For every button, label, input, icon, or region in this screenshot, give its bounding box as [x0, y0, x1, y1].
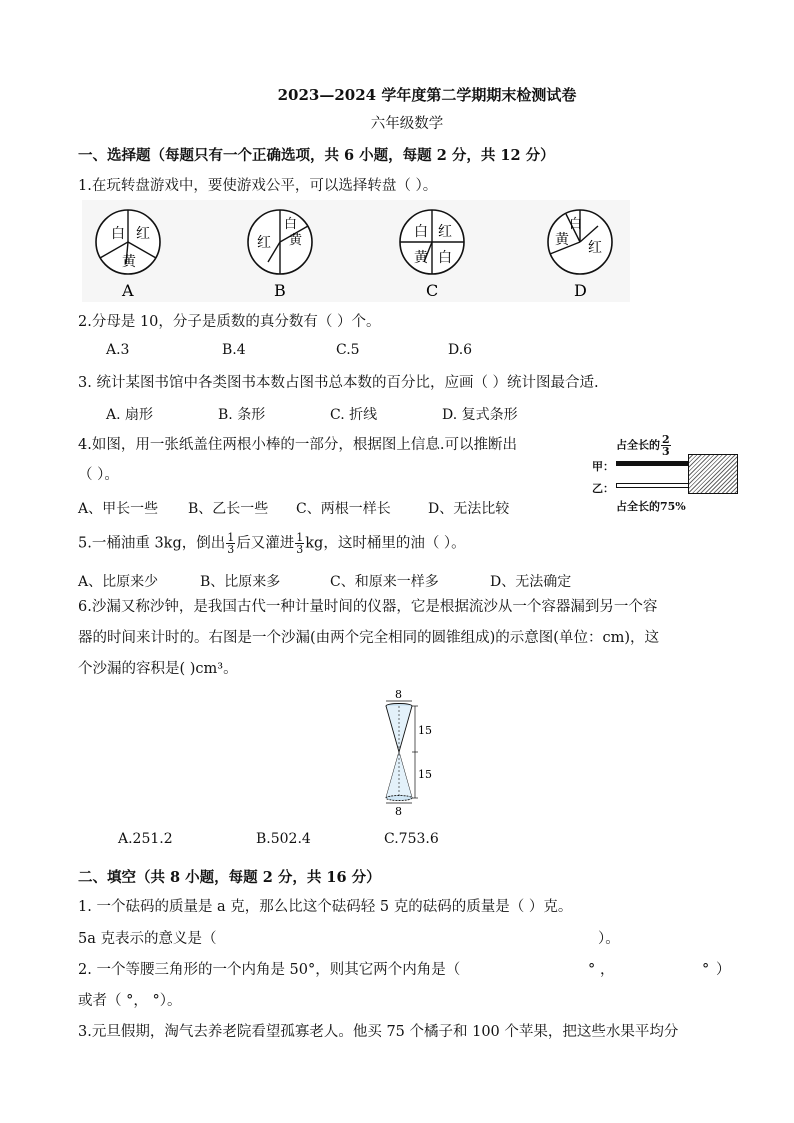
section2-heading: 二、填空（共 8 小题，每题 2 分，共 16 分）: [78, 869, 381, 886]
spinners-figure: [82, 200, 630, 302]
s2-q2-line1: 2. 一个等腰三角形的一个内角是 50°，则其它两个内角是（: [78, 962, 461, 978]
q4-text-line1: 4.如图，用一张纸盖住两根小棒的一部分，根据图上信息.可以推断出: [78, 437, 517, 453]
spinner-c-sector-1: 白: [414, 224, 428, 240]
q5-option-c: C、和原来一样多: [330, 574, 439, 590]
spinner-a-sector-1: 白: [111, 226, 125, 242]
q4-option-a: A、甲长一些: [78, 501, 159, 517]
q6-text-line3: 个沙漏的容积是( )cm³。: [78, 661, 238, 677]
q4-option-c: C、两根一样长: [296, 501, 391, 517]
s2-q2-close: ）: [716, 962, 731, 978]
spinner-b-sector-2: 黄: [289, 233, 303, 248]
q3-option-a: A. 扇形: [106, 407, 154, 423]
q4-text-line2: （ ）。: [78, 467, 119, 483]
paper-cover: [688, 454, 738, 494]
q2-option-c: C.5: [336, 342, 360, 358]
q5-option-b: B、比原来多: [200, 574, 281, 590]
stick-top-den: 3: [662, 445, 670, 458]
spinner-d-sector-2: 黄: [555, 232, 569, 248]
hourglass-figure: [370, 686, 440, 820]
s2-q3-line1: 3.元旦假期，淘气去养老院看望孤寡老人。他买 75 个橘子和 100 个苹果，把这些水果平均分: [78, 1024, 679, 1040]
q5-part3: kg，这时桶里的油（ ）。: [305, 535, 466, 552]
spinner-c-sector-3: 黄: [414, 250, 428, 266]
s2-q1-line2-start: 5a 克表示的意义是（: [78, 931, 217, 947]
q3-option-d: D. 复式条形: [442, 407, 518, 423]
section1-heading: 一、选择题（每题只有一个正确选项，共 6 小题，每题 2 分，共 12 分）: [78, 147, 555, 164]
q3-option-b: B. 条形: [218, 407, 266, 423]
hourglass-height-bottom: 15: [418, 768, 432, 781]
q4-option-b: B、乙长一些: [188, 501, 269, 517]
q3-text: 3. 统计某图书馆中各类图书本数占图书总本数的百分比，应画（ ）统计图最合适.: [78, 375, 599, 391]
spinner-d-sector-1: 白: [569, 217, 583, 232]
stick-yi-label: 乙：: [592, 482, 614, 495]
hourglass-top-diameter: 8: [395, 688, 402, 701]
q2-option-b: B.4: [222, 342, 246, 358]
q1-text: 1.在玩转盘游戏中，要使游戏公平，可以选择转盘（ ）。: [78, 178, 438, 194]
spinner-c-label: C: [426, 281, 439, 300]
spinner-c-sector-4: 白: [438, 250, 452, 266]
q2-option-d: D.6: [448, 342, 473, 358]
s2-q1-line2-end: ）。: [598, 931, 620, 947]
q5-frac1-num: 1: [227, 531, 235, 544]
q6-option-b: B.502.4: [256, 831, 311, 847]
q6-text-line2: 器的时间来计时的。右图是一个沙漏(由两个完全相同的圆锥组成)的示意图(单位：cm)，这: [78, 630, 659, 646]
s2-q2-deg1: °: [588, 962, 596, 978]
q3-option-c: C. 折线: [330, 407, 378, 423]
s2-q2-line2: 或者（ °， °）。: [78, 993, 182, 1009]
hourglass-height-top: 15: [418, 724, 432, 737]
stick-yi: [616, 483, 692, 488]
q6-option-a: A.251.2: [118, 831, 173, 847]
spinner-d-sector-3: 红: [588, 240, 602, 256]
spinner-c-sector-2: 红: [438, 224, 452, 240]
spinner-a-sector-2: 红: [136, 226, 150, 242]
q6-text-line1: 6.沙漏又称沙钟，是我国古代一种计量时间的仪器，它是根据流沙从一个容器漏到另一个容: [78, 599, 658, 615]
stick-jia: [616, 461, 692, 466]
q5-option-a: A、比原来少: [78, 574, 159, 590]
stick-top-num: 2: [662, 433, 670, 446]
s2-q1-line1: 1. 一个砝码的质量是 a 克，那么比这个砝码轻 5 克的砝码的质量是（ ）克。: [78, 899, 573, 915]
q4-option-d: D、无法比较: [428, 501, 510, 517]
q5-frac2-den: 3: [296, 543, 304, 556]
q5-part2: 后又灌进: [236, 535, 295, 552]
exam-subtitle: 六年级数学: [370, 116, 444, 132]
s2-q2-comma: ，: [600, 962, 615, 978]
q5-part1: 5.一桶油重 3kg，倒出: [78, 535, 226, 552]
spinner-d-label: D: [574, 281, 587, 300]
spinner-b-label: B: [274, 281, 286, 300]
stick-top-label: 占全长的: [616, 438, 660, 452]
sticks-figure: [588, 434, 748, 514]
stick-bottom-label: 占全长的75%: [616, 500, 686, 513]
q2-option-a: A.3: [106, 342, 130, 358]
q6-option-c: C.753.6: [384, 831, 439, 847]
spinner-a-sector-3: 黄: [122, 254, 136, 270]
hourglass-bottom-diameter: 8: [395, 805, 402, 818]
spinner-b-sector-3: 红: [257, 235, 271, 251]
spinner-b-sector-1: 白: [284, 217, 298, 232]
q2-text: 2.分母是 10，分子是质数的真分数有（ ）个。: [78, 314, 381, 330]
q5-frac1-den: 3: [227, 543, 235, 556]
exam-title: 2023—2024 学年度第二学期期末检测试卷: [277, 86, 577, 104]
s2-q2-deg2: °: [702, 962, 710, 978]
q5-option-d: D、无法确定: [490, 574, 572, 590]
spinner-a-label: A: [122, 281, 134, 300]
q5-frac2-num: 1: [296, 531, 304, 544]
stick-jia-label: 甲：: [592, 460, 614, 473]
q5-text: [78, 532, 466, 555]
